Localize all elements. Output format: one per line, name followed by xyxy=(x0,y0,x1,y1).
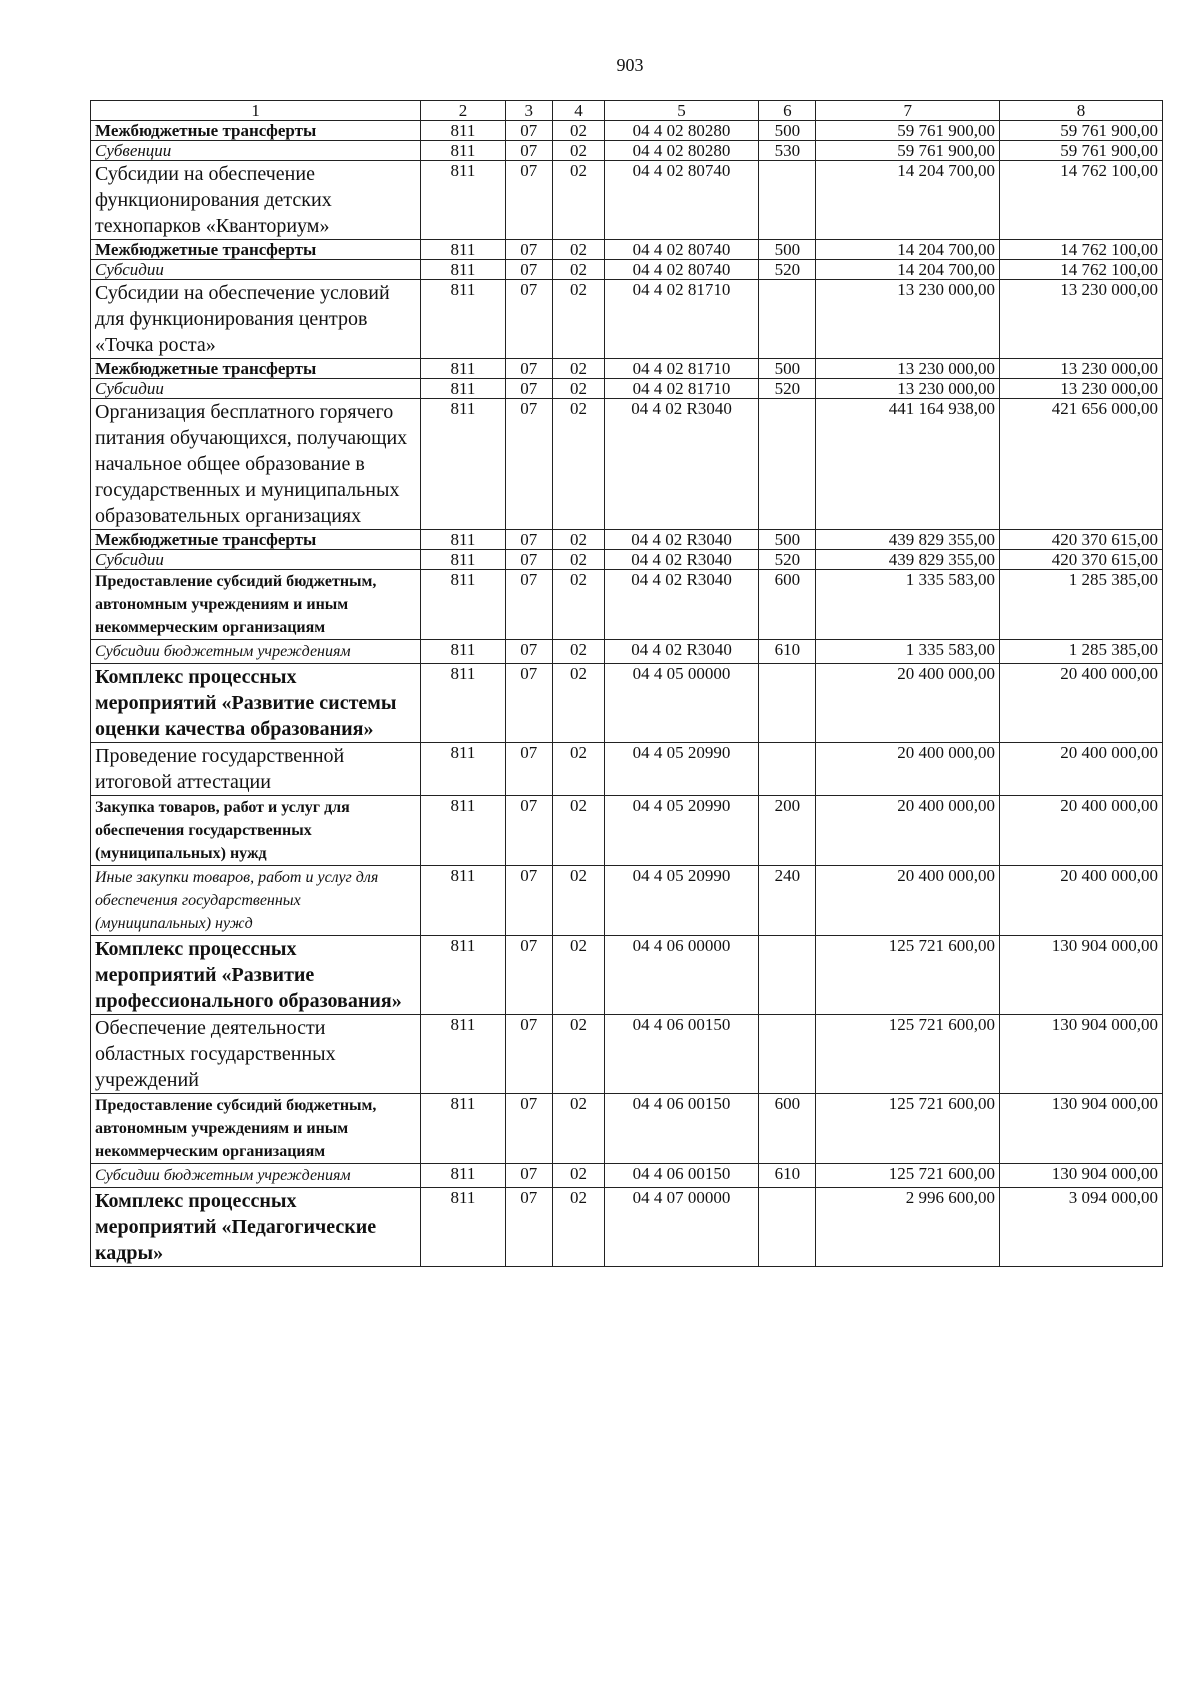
column-header: 4 xyxy=(553,101,605,121)
code-section: 07 xyxy=(505,796,553,866)
item-name: Субсидии xyxy=(91,550,421,570)
code-section: 07 xyxy=(505,379,553,399)
code-ministry: 811 xyxy=(421,161,505,240)
table-row xyxy=(91,664,1163,743)
item-name: Закупка товаров, работ и услуг для обеспечения государственных (муниципальных) нужд xyxy=(91,796,421,866)
column-header: 6 xyxy=(759,101,816,121)
amount-year-1: 125 721 600,00 xyxy=(816,1094,1000,1164)
code-section: 07 xyxy=(505,530,553,550)
code-section: 07 xyxy=(505,743,553,796)
code-target-article: 04 4 02 80280 xyxy=(604,141,758,161)
amount-year-1: 125 721 600,00 xyxy=(816,1015,1000,1094)
table-row xyxy=(91,570,1163,640)
code-subsection: 02 xyxy=(553,359,605,379)
code-expense-type: 240 xyxy=(759,866,816,936)
code-ministry: 811 xyxy=(421,399,505,530)
table-row xyxy=(91,640,1163,664)
code-section: 07 xyxy=(505,240,553,260)
amount-year-2: 13 230 000,00 xyxy=(999,359,1162,379)
code-subsection: 02 xyxy=(553,240,605,260)
code-subsection: 02 xyxy=(553,260,605,280)
item-name: Субсидии бюджетным учреждениям xyxy=(91,640,421,664)
amount-year-1: 441 164 938,00 xyxy=(816,399,1000,530)
code-expense-type: 500 xyxy=(759,530,816,550)
code-section: 07 xyxy=(505,141,553,161)
code-subsection: 02 xyxy=(553,1188,605,1267)
code-subsection: 02 xyxy=(553,796,605,866)
code-section: 07 xyxy=(505,399,553,530)
amount-year-1: 14 204 700,00 xyxy=(816,240,1000,260)
amount-year-1: 20 400 000,00 xyxy=(816,866,1000,936)
code-subsection: 02 xyxy=(553,640,605,664)
column-header: 3 xyxy=(505,101,553,121)
code-target-article: 04 4 07 00000 xyxy=(604,1188,758,1267)
amount-year-1: 20 400 000,00 xyxy=(816,743,1000,796)
amount-year-1: 14 204 700,00 xyxy=(816,260,1000,280)
code-ministry: 811 xyxy=(421,570,505,640)
amount-year-1: 13 230 000,00 xyxy=(816,359,1000,379)
amount-year-1: 14 204 700,00 xyxy=(816,161,1000,240)
code-expense-type: 200 xyxy=(759,796,816,866)
code-subsection: 02 xyxy=(553,743,605,796)
item-name: Организация бесплатного горячего питания обучающихся, получающих начальное общее образование в государственных и муниципальных образовательных организациях xyxy=(91,399,421,530)
code-subsection: 02 xyxy=(553,1015,605,1094)
code-subsection: 02 xyxy=(553,664,605,743)
code-ministry: 811 xyxy=(421,640,505,664)
amount-year-2: 20 400 000,00 xyxy=(999,664,1162,743)
code-target-article: 04 4 06 00000 xyxy=(604,936,758,1015)
amount-year-2: 130 904 000,00 xyxy=(999,1094,1162,1164)
code-expense-type xyxy=(759,399,816,530)
code-target-article: 04 4 02 80280 xyxy=(604,121,758,141)
table-row xyxy=(91,743,1163,796)
code-ministry: 811 xyxy=(421,359,505,379)
amount-year-2: 13 230 000,00 xyxy=(999,379,1162,399)
code-target-article: 04 4 02 81710 xyxy=(604,379,758,399)
code-expense-type: 500 xyxy=(759,121,816,141)
table-row xyxy=(91,280,1163,359)
table-row xyxy=(91,359,1163,379)
code-section: 07 xyxy=(505,161,553,240)
table-row xyxy=(91,161,1163,240)
column-header: 5 xyxy=(604,101,758,121)
amount-year-2: 1 285 385,00 xyxy=(999,570,1162,640)
amount-year-1: 1 335 583,00 xyxy=(816,570,1000,640)
item-name: Проведение государственной итоговой аттестации xyxy=(91,743,421,796)
code-ministry: 811 xyxy=(421,866,505,936)
amount-year-1: 59 761 900,00 xyxy=(816,121,1000,141)
amount-year-1: 20 400 000,00 xyxy=(816,796,1000,866)
table-row xyxy=(91,550,1163,570)
code-ministry: 811 xyxy=(421,743,505,796)
item-name: Субсидии xyxy=(91,379,421,399)
code-expense-type xyxy=(759,743,816,796)
amount-year-2: 130 904 000,00 xyxy=(999,936,1162,1015)
code-section: 07 xyxy=(505,570,553,640)
code-ministry: 811 xyxy=(421,1164,505,1188)
code-section: 07 xyxy=(505,1188,553,1267)
code-section: 07 xyxy=(505,1094,553,1164)
code-target-article: 04 4 02 R3040 xyxy=(604,570,758,640)
table-row xyxy=(91,866,1163,936)
code-section: 07 xyxy=(505,664,553,743)
amount-year-1: 439 829 355,00 xyxy=(816,530,1000,550)
code-expense-type: 530 xyxy=(759,141,816,161)
code-target-article: 04 4 06 00150 xyxy=(604,1094,758,1164)
code-ministry: 811 xyxy=(421,260,505,280)
code-expense-type: 500 xyxy=(759,359,816,379)
amount-year-2: 420 370 615,00 xyxy=(999,550,1162,570)
table-row xyxy=(91,141,1163,161)
item-name: Предоставление субсидий бюджетным, автономным учреждениям и иным некоммерческим организациям xyxy=(91,570,421,640)
amount-year-1: 2 996 600,00 xyxy=(816,1188,1000,1267)
amount-year-2: 59 761 900,00 xyxy=(999,141,1162,161)
item-name: Обеспечение деятельности областных государственных учреждений xyxy=(91,1015,421,1094)
code-subsection: 02 xyxy=(553,1164,605,1188)
code-target-article: 04 4 02 81710 xyxy=(604,359,758,379)
amount-year-2: 20 400 000,00 xyxy=(999,743,1162,796)
code-ministry: 811 xyxy=(421,1094,505,1164)
code-expense-type xyxy=(759,161,816,240)
table-row xyxy=(91,936,1163,1015)
table-row xyxy=(91,1188,1163,1267)
code-target-article: 04 4 02 R3040 xyxy=(604,640,758,664)
code-ministry: 811 xyxy=(421,280,505,359)
amount-year-2: 13 230 000,00 xyxy=(999,280,1162,359)
code-target-article: 04 4 02 R3040 xyxy=(604,530,758,550)
code-target-article: 04 4 02 R3040 xyxy=(604,399,758,530)
table-row xyxy=(91,121,1163,141)
amount-year-1: 125 721 600,00 xyxy=(816,936,1000,1015)
code-section: 07 xyxy=(505,260,553,280)
code-subsection: 02 xyxy=(553,1094,605,1164)
amount-year-2: 1 285 385,00 xyxy=(999,640,1162,664)
item-name: Комплекс процессных мероприятий «Развитие профессионального образования» xyxy=(91,936,421,1015)
code-expense-type: 610 xyxy=(759,1164,816,1188)
code-ministry: 811 xyxy=(421,141,505,161)
budget-table xyxy=(90,100,1163,1267)
code-ministry: 811 xyxy=(421,121,505,141)
code-subsection: 02 xyxy=(553,936,605,1015)
amount-year-2: 421 656 000,00 xyxy=(999,399,1162,530)
table-row xyxy=(91,530,1163,550)
column-header: 7 xyxy=(816,101,1000,121)
code-target-article: 04 4 02 R3040 xyxy=(604,550,758,570)
amount-year-1: 125 721 600,00 xyxy=(816,1164,1000,1188)
code-section: 07 xyxy=(505,866,553,936)
amount-year-1: 439 829 355,00 xyxy=(816,550,1000,570)
code-target-article: 04 4 05 20990 xyxy=(604,866,758,936)
item-name: Межбюджетные трансферты xyxy=(91,359,421,379)
table-row xyxy=(91,240,1163,260)
code-subsection: 02 xyxy=(553,379,605,399)
amount-year-2: 130 904 000,00 xyxy=(999,1015,1162,1094)
amount-year-2: 20 400 000,00 xyxy=(999,866,1162,936)
code-expense-type: 520 xyxy=(759,260,816,280)
code-section: 07 xyxy=(505,280,553,359)
code-expense-type: 520 xyxy=(759,379,816,399)
code-subsection: 02 xyxy=(553,399,605,530)
code-target-article: 04 4 02 80740 xyxy=(604,240,758,260)
code-expense-type xyxy=(759,936,816,1015)
code-subsection: 02 xyxy=(553,866,605,936)
item-name: Иные закупки товаров, работ и услуг для обеспечения государственных (муниципальных) нужд xyxy=(91,866,421,936)
column-header: 8 xyxy=(999,101,1162,121)
item-name: Комплекс процессных мероприятий «Педагогические кадры» xyxy=(91,1188,421,1267)
item-name: Межбюджетные трансферты xyxy=(91,240,421,260)
code-section: 07 xyxy=(505,359,553,379)
code-target-article: 04 4 06 00150 xyxy=(604,1015,758,1094)
amount-year-1: 20 400 000,00 xyxy=(816,664,1000,743)
code-subsection: 02 xyxy=(553,121,605,141)
amount-year-2: 130 904 000,00 xyxy=(999,1164,1162,1188)
column-header-row xyxy=(91,101,1163,121)
item-name: Межбюджетные трансферты xyxy=(91,530,421,550)
column-header: 2 xyxy=(421,101,505,121)
amount-year-2: 420 370 615,00 xyxy=(999,530,1162,550)
page-number: 903 xyxy=(616,55,644,75)
code-target-article: 04 4 02 80740 xyxy=(604,161,758,240)
amount-year-1: 59 761 900,00 xyxy=(816,141,1000,161)
code-ministry: 811 xyxy=(421,796,505,866)
item-name: Межбюджетные трансферты xyxy=(91,121,421,141)
table-row xyxy=(91,260,1163,280)
item-name: Субсидии бюджетным учреждениям xyxy=(91,1164,421,1188)
code-ministry: 811 xyxy=(421,936,505,1015)
code-ministry: 811 xyxy=(421,664,505,743)
amount-year-2: 59 761 900,00 xyxy=(999,121,1162,141)
code-section: 07 xyxy=(505,640,553,664)
code-expense-type xyxy=(759,1015,816,1094)
amount-year-2: 14 762 100,00 xyxy=(999,260,1162,280)
code-section: 07 xyxy=(505,936,553,1015)
table-row xyxy=(91,1094,1163,1164)
code-target-article: 04 4 06 00150 xyxy=(604,1164,758,1188)
item-name: Субвенции xyxy=(91,141,421,161)
code-target-article: 04 4 02 80740 xyxy=(604,260,758,280)
item-name: Субсидии на обеспечение функционирования детских технопарков «Кванториум» xyxy=(91,161,421,240)
code-target-article: 04 4 05 00000 xyxy=(604,664,758,743)
amount-year-2: 14 762 100,00 xyxy=(999,240,1162,260)
code-section: 07 xyxy=(505,550,553,570)
code-expense-type: 500 xyxy=(759,240,816,260)
table-row xyxy=(91,1015,1163,1094)
code-ministry: 811 xyxy=(421,379,505,399)
code-ministry: 811 xyxy=(421,550,505,570)
code-ministry: 811 xyxy=(421,1188,505,1267)
table-row xyxy=(91,1164,1163,1188)
code-target-article: 04 4 05 20990 xyxy=(604,743,758,796)
column-header: 1 xyxy=(91,101,421,121)
code-target-article: 04 4 05 20990 xyxy=(604,796,758,866)
code-section: 07 xyxy=(505,1164,553,1188)
item-name: Предоставление субсидий бюджетным, автономным учреждениям и иным некоммерческим организациям xyxy=(91,1094,421,1164)
code-ministry: 811 xyxy=(421,1015,505,1094)
code-expense-type xyxy=(759,280,816,359)
table-row xyxy=(91,796,1163,866)
amount-year-1: 1 335 583,00 xyxy=(816,640,1000,664)
code-expense-type: 600 xyxy=(759,570,816,640)
code-subsection: 02 xyxy=(553,570,605,640)
code-expense-type: 520 xyxy=(759,550,816,570)
code-target-article: 04 4 02 81710 xyxy=(604,280,758,359)
code-subsection: 02 xyxy=(553,141,605,161)
amount-year-1: 13 230 000,00 xyxy=(816,280,1000,359)
code-expense-type xyxy=(759,664,816,743)
code-ministry: 811 xyxy=(421,240,505,260)
code-section: 07 xyxy=(505,1015,553,1094)
item-name: Субсидии xyxy=(91,260,421,280)
amount-year-2: 20 400 000,00 xyxy=(999,796,1162,866)
table-row xyxy=(91,399,1163,530)
amount-year-2: 3 094 000,00 xyxy=(999,1188,1162,1267)
code-section: 07 xyxy=(505,121,553,141)
item-name: Субсидии на обеспечение условий для функционирования центров «Точка роста» xyxy=(91,280,421,359)
code-subsection: 02 xyxy=(553,550,605,570)
code-subsection: 02 xyxy=(553,280,605,359)
code-expense-type: 600 xyxy=(759,1094,816,1164)
table-row xyxy=(91,379,1163,399)
code-ministry: 811 xyxy=(421,530,505,550)
code-expense-type xyxy=(759,1188,816,1267)
code-expense-type: 610 xyxy=(759,640,816,664)
code-subsection: 02 xyxy=(553,161,605,240)
code-subsection: 02 xyxy=(553,530,605,550)
amount-year-2: 14 762 100,00 xyxy=(999,161,1162,240)
amount-year-1: 13 230 000,00 xyxy=(816,379,1000,399)
item-name: Комплекс процессных мероприятий «Развитие системы оценки качества образования» xyxy=(91,664,421,743)
